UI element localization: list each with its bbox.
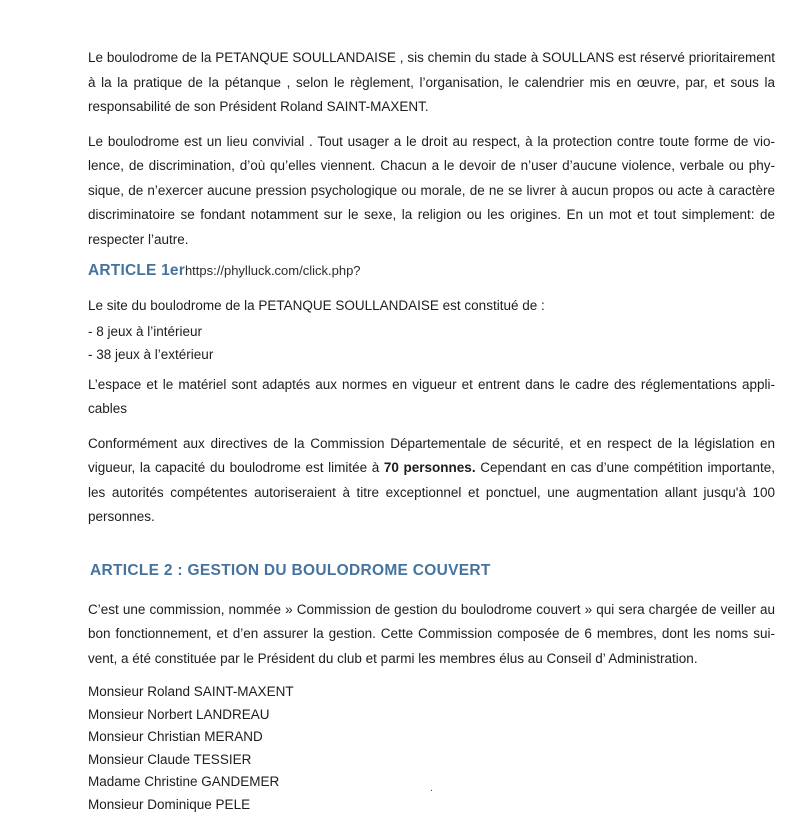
document-body <box>88 46 775 816</box>
member-row: Monsieur Norbert LANDREAU <box>88 704 775 727</box>
site-composition-intro: Le site du boulodrome de la PETANQUE SOULLANDAISE est constitué de : <box>88 294 775 319</box>
jeux-list <box>88 320 775 366</box>
article-1-heading: ARTICLE 1er <box>88 262 185 279</box>
capacity-bold-value: 70 personnes. <box>384 460 476 475</box>
member-row: Monsieur Christian MERAND <box>88 726 775 749</box>
page-footer-mark: . <box>430 782 433 794</box>
paragraph-lieu-convivial: Le boulodrome est un lieu convivial . Tout usager a le droit au respect, à la protection contre toute forme de violence, de discrimination, d’où qu’elles viennent. Chacun a le devoir de n’user d’aucune violence, verbale ou physique, de n’exercer aucune pression psychologique ou morale, de ne se livrer à aucun propos ou acte à caractère discriminatoire se fondant notamment sur le sexe, la religion ou les origines. En un mot et tout simplement: de respecter l’autre. <box>88 130 775 253</box>
paragraph-commission: C’est une commission, nommée » Commission de gestion du boulodrome couvert » qui sera chargée de veiller au bon fonctionnement, et d’en assurer la gestion. Cette Commission composée de 6 membres, dont les noms suivent, a été constituée par le Président du club et parmi les membres élus au Conseil d’ Administration. <box>88 598 775 672</box>
member-row: Monsieur Claude TESSIER <box>88 749 775 772</box>
article-1-heading-row <box>88 262 775 280</box>
member-row: Monsieur Dominique PELE <box>88 794 775 816</box>
article-2-heading: ARTICLE 2 : GESTION DU BOULODROME COUVERT <box>90 562 775 580</box>
list-item-jeux-interieur: - 8 jeux à l’intérieur <box>88 320 775 343</box>
list-item-jeux-exterieur: - 38 jeux à l’extérieur <box>88 343 775 366</box>
paragraph-espace-materiel: L’espace et le matériel sont adaptés aux normes en vigueur et entrent dans le cadre des réglementations applicables <box>88 373 775 422</box>
paragraph-boulodrome-intro: Le boulodrome de la PETANQUE SOULLANDAISE , sis chemin du stade à SOULLANS est réservé prioritairement à la la pratique de la pétanque , selon le règlement, l’organisation, le calendrier mis en œuvre, par, et sous la responsabilité de son Président Roland SAINT-MAXENT. <box>88 46 775 120</box>
member-row: Monsieur Roland SAINT-MAXENT <box>88 681 775 704</box>
commission-members-list <box>88 681 775 816</box>
member-row: Madame Christine GANDEMER <box>88 771 775 794</box>
paragraph-capacity <box>88 432 775 530</box>
capacity-text-before: Conformément aux directives de la Commission Départementale de sécurité, et en respect de la législation en vigueur, la capacité du boulodrome est limitée à <box>88 436 775 476</box>
article-1-url-text: https://phylluck.com/click.php? <box>185 263 361 278</box>
capacity-text-after: Cependant en cas d’une compétition importante, les autorités compétentes autoriseraient à titre exceptionnel et ponctuel, une augmentation allant jusqu'à 100 personnes. <box>88 460 775 524</box>
